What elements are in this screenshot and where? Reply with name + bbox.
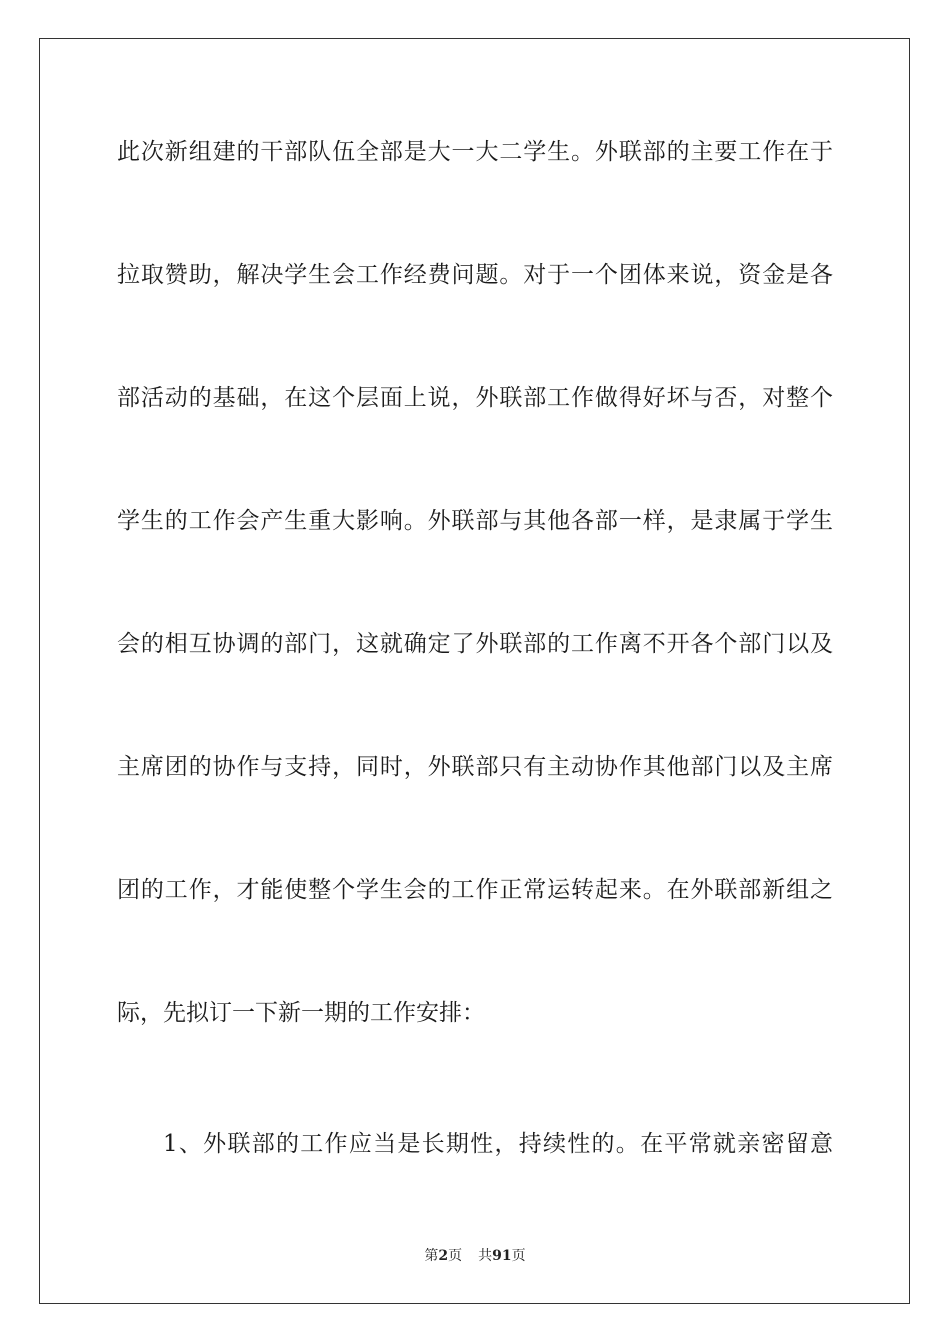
footer-total-prefix: 共 bbox=[478, 1248, 493, 1264]
footer-total-suffix: 页 bbox=[511, 1248, 526, 1264]
page-border bbox=[39, 38, 910, 1304]
paragraph-line-2: 拉取赞助，解决学生会工作经费问题。对于一个团体来说，资金是各 bbox=[117, 262, 833, 288]
paragraph-line-1: 此次新组建的干部队伍全部是大一大二学生。外联部的主要工作在于 bbox=[117, 139, 833, 165]
footer-total-pages: 91 bbox=[492, 1248, 512, 1264]
paragraph-line-3: 部活动的基础，在这个层面上说，外联部工作做得好坏与否，对整个 bbox=[117, 385, 833, 411]
paragraph-line-6: 主席团的协作与支持，同时，外联部只有主动协作其他部门以及主席 bbox=[117, 754, 833, 780]
footer-page-suffix: 页 bbox=[448, 1248, 463, 1264]
page-footer bbox=[0, 1246, 950, 1266]
footer-page-prefix: 第 bbox=[424, 1248, 439, 1264]
list-item-1-line: 1、外联部的工作应当是长期性，持续性的。在平常就亲密留意 bbox=[163, 1131, 833, 1157]
paragraph-line-5: 会的相互协调的部门，这就确定了外联部的工作离不开各个部门以及 bbox=[117, 631, 833, 657]
paragraph-line-7: 团的工作，才能使整个学生会的工作正常运转起来。在外联部新组之 bbox=[117, 877, 833, 903]
paragraph-line-8: 际，先拟订一下新一期的工作安排： bbox=[117, 1000, 485, 1026]
paragraph-line-4: 学生的工作会产生重大影响。外联部与其他各部一样，是隶属于学生 bbox=[117, 508, 833, 534]
footer-page-number: 2 bbox=[438, 1248, 449, 1264]
